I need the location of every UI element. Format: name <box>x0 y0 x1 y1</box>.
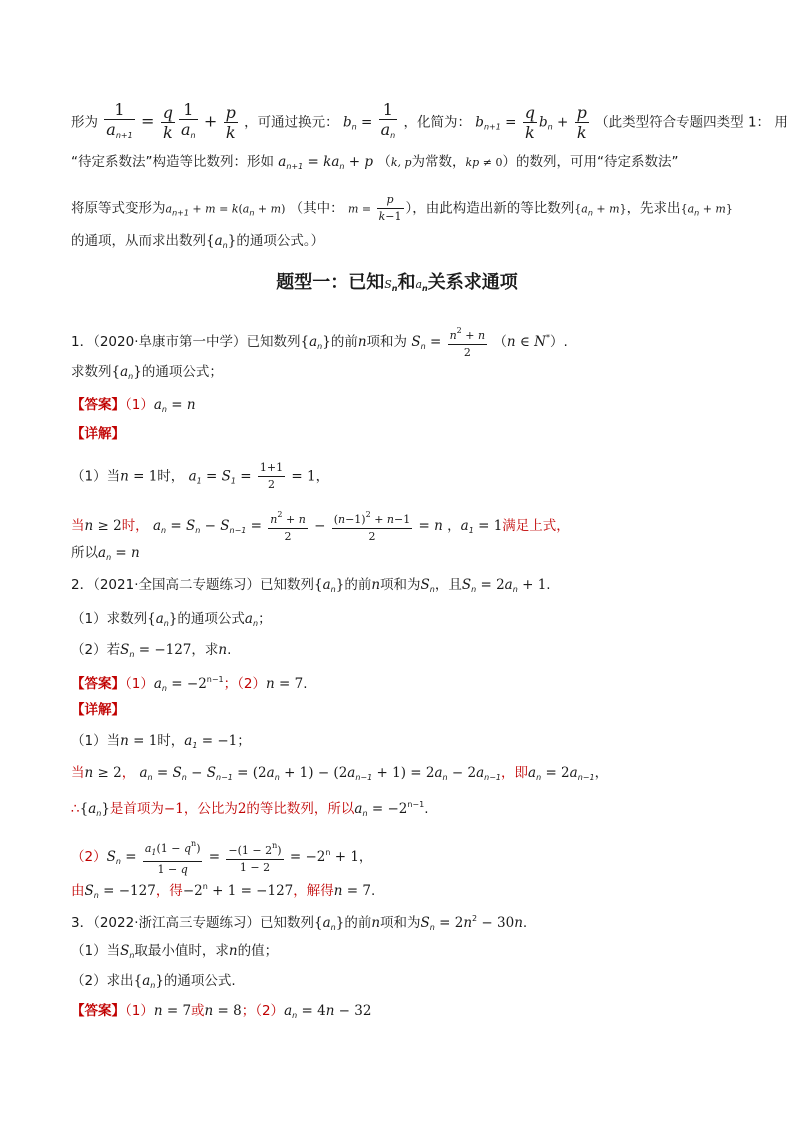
intro-text: 为常数， <box>411 154 466 170</box>
intro-line-4: 的通项，从而求出数列$\{a_n\}$的通项公式。） <box>71 233 325 250</box>
intro-text: ，化简为： <box>403 114 471 131</box>
problem-2-detail-3: $\therefore\{a_n\}$是首项为−1，公比为2的等比数列，所以$a_n = -2^{n-1}$. <box>71 800 429 818</box>
intro-text: 的通项，从而求出数列 <box>71 233 206 249</box>
formula: $\frac{1}{a_n}$ <box>380 100 396 140</box>
problem-2-answer: 【答案】$(1)a_n = -2^{n-1}$；（2）n = 7. <box>71 675 308 693</box>
problem-2-q2: （2）若$S_n = -127$，求n. <box>71 642 232 659</box>
problem-2-detail-1: （1）当n = 1时，$a_1 = -1$； <box>71 733 251 750</box>
formula: $\frac{(n-1)^2 + n-1}{2}$ <box>332 507 413 545</box>
problem-3-q1: （1）当$S_n$取最小值时，求n的值； <box>71 943 279 960</box>
intro-text: （此类型符合专题四类型 1： 用 <box>595 114 788 131</box>
formula: $\frac{q}{k}$ <box>524 103 535 142</box>
formula: $\frac{1}{a_{n+1}}$ <box>106 100 133 140</box>
problem-3-q2: （2）求出$\{a_n\}$的通项公式. <box>71 973 236 990</box>
intro-text: ，可通过换元： <box>244 114 339 131</box>
problem-2-detail-4: $(2)S_n$ = $\frac{a_1(1 - q^n)}{1 - q}$ = $\frac{-(1 - 2^n)}{1 - 2}$ = $-2^n + 1$， <box>71 836 734 878</box>
formula: $\frac{1+1}{2}$ <box>259 461 284 491</box>
intro-line-2: “待定系数法”构造等比数列：形如 $a_{n+1} = ka_n + p$ （k, p为常数，kp ≠ 0）的数列，可用“待定系数法” <box>71 154 679 171</box>
section-title: 题型一：已知$S_n$和$a_n$关系求通项 <box>276 272 518 293</box>
problem-2-q1: （1）求数列$\{a_n\}$的通项公式$a_n$； <box>71 611 272 628</box>
problem-1-detail-2: 当n ≥ 2时， $a_n = S_n - S_{n-1}$ = $\frac{n^2 + n}{2}$ − $\frac{(n-1)^2 + n-1}{2}$ = n ，$a_1 = 1$满足上式， <box>71 507 734 545</box>
intro-text: （ <box>377 154 391 170</box>
problem-1-detail-3: 所以$a_n = n$ <box>71 545 140 562</box>
problem-2-detail-2: 当n ≥ 2， $a_n = S_n - S_{n-1} = (2a_n + 1) - (2a_{n-1} + 1) = 2a_n - 2a_{n-1}$，即$a_n = 2a_{n-1}$， <box>71 765 609 782</box>
problem-1-detail-1: （1）当n = 1时， $a_1 = S_1$ = $\frac{1+1}{2}$ = 1， <box>71 461 330 491</box>
formula: $\frac{1}{a_n}$ <box>180 100 196 140</box>
problem-2-stem: 2．（2021·全国高二专题练习）已知数列$\{a_n\}$的前n项和为$S_n$，且$S_n = 2a_n + 1$. <box>71 577 551 594</box>
intro-text: ），由此构造出新的等比数列 <box>405 200 575 217</box>
problem-3-stem: 3．（2022·浙江高三专题练习）已知数列$\{a_n\}$的前n项和为$S_n = 2n^2 - 30n$. <box>71 914 528 932</box>
problem-1-stem: 1．（2020·阜康市第一中学）已知数列$\{a_n\}$的前n项和为 $S_n$ = $\frac{n^2 + n}{2}$ （n ∈ N*）. <box>71 323 734 361</box>
intro-text: 将原等式变形为 <box>71 200 166 217</box>
intro-text: （其中： <box>289 200 344 217</box>
intro-text: 的通项公式。） <box>236 233 325 249</box>
problem-2-detail-label: 【详解】 <box>71 702 125 718</box>
formula: $\frac{p}{k-1}$ <box>378 193 402 223</box>
formula: $\frac{n^2 + n}{2}$ <box>448 323 488 361</box>
intro-text: ，先求出 <box>626 200 681 217</box>
formula: $\frac{n^2 + n}{2}$ <box>268 507 308 545</box>
intro-text: “待定系数法”构造等比数列：形如 <box>71 154 274 170</box>
problem-2-detail-5: 由$S_n = -127$，得$-2^n + 1 = -127$，解得n = 7. <box>71 882 376 900</box>
formula: $\frac{p}{k}$ <box>576 103 587 142</box>
intro-text: 形为 <box>71 114 98 131</box>
problem-1-answer: 【答案】$(1)a_n = n$ <box>71 397 196 414</box>
intro-text: ）的数列，可用“待定系数法” <box>502 154 679 170</box>
problem-1-question: 求数列$\{a_n\}$的通项公式； <box>71 364 223 381</box>
intro-line-3: 将原等式变形为$a_{n+1} + m = k(a_n + m)$ （其中： m = $\frac{p}{k-1}$ ），由此构造出新的等比数列$\{a_n + m\}$，先求出$\{a_n + m\}$ <box>71 193 733 223</box>
problem-3-answer: 【答案】（1）n = 7或n = 8；$(2)a_n = 4n - 32$ <box>71 1003 372 1020</box>
formula: $\frac{p}{k}$ <box>225 103 236 142</box>
formula: $\frac{a_1(1 - q^n)}{1 - q}$ <box>143 836 203 878</box>
intro-line-1: 形为 $\frac{1}{a_{n+1}}$ = $\frac{q}{k}$ $\frac{1}{a_n}$ + $\frac{p}{k}$ ，可通过换元： $b_n$ = $\frac{1}{a_n}$ ，化简为： $b_{n+1}$ = $\frac{q}{k}$ $b_n$ + $\frac{p}{k}$ （此类型符合专题四类型 1： 用 <box>71 100 734 145</box>
formula: $\frac{q}{k}$ <box>162 103 173 142</box>
formula: $\frac{-(1 - 2^n)}{1 - 2}$ <box>226 838 283 876</box>
problem-1-detail-label: 【详解】 <box>71 426 125 442</box>
